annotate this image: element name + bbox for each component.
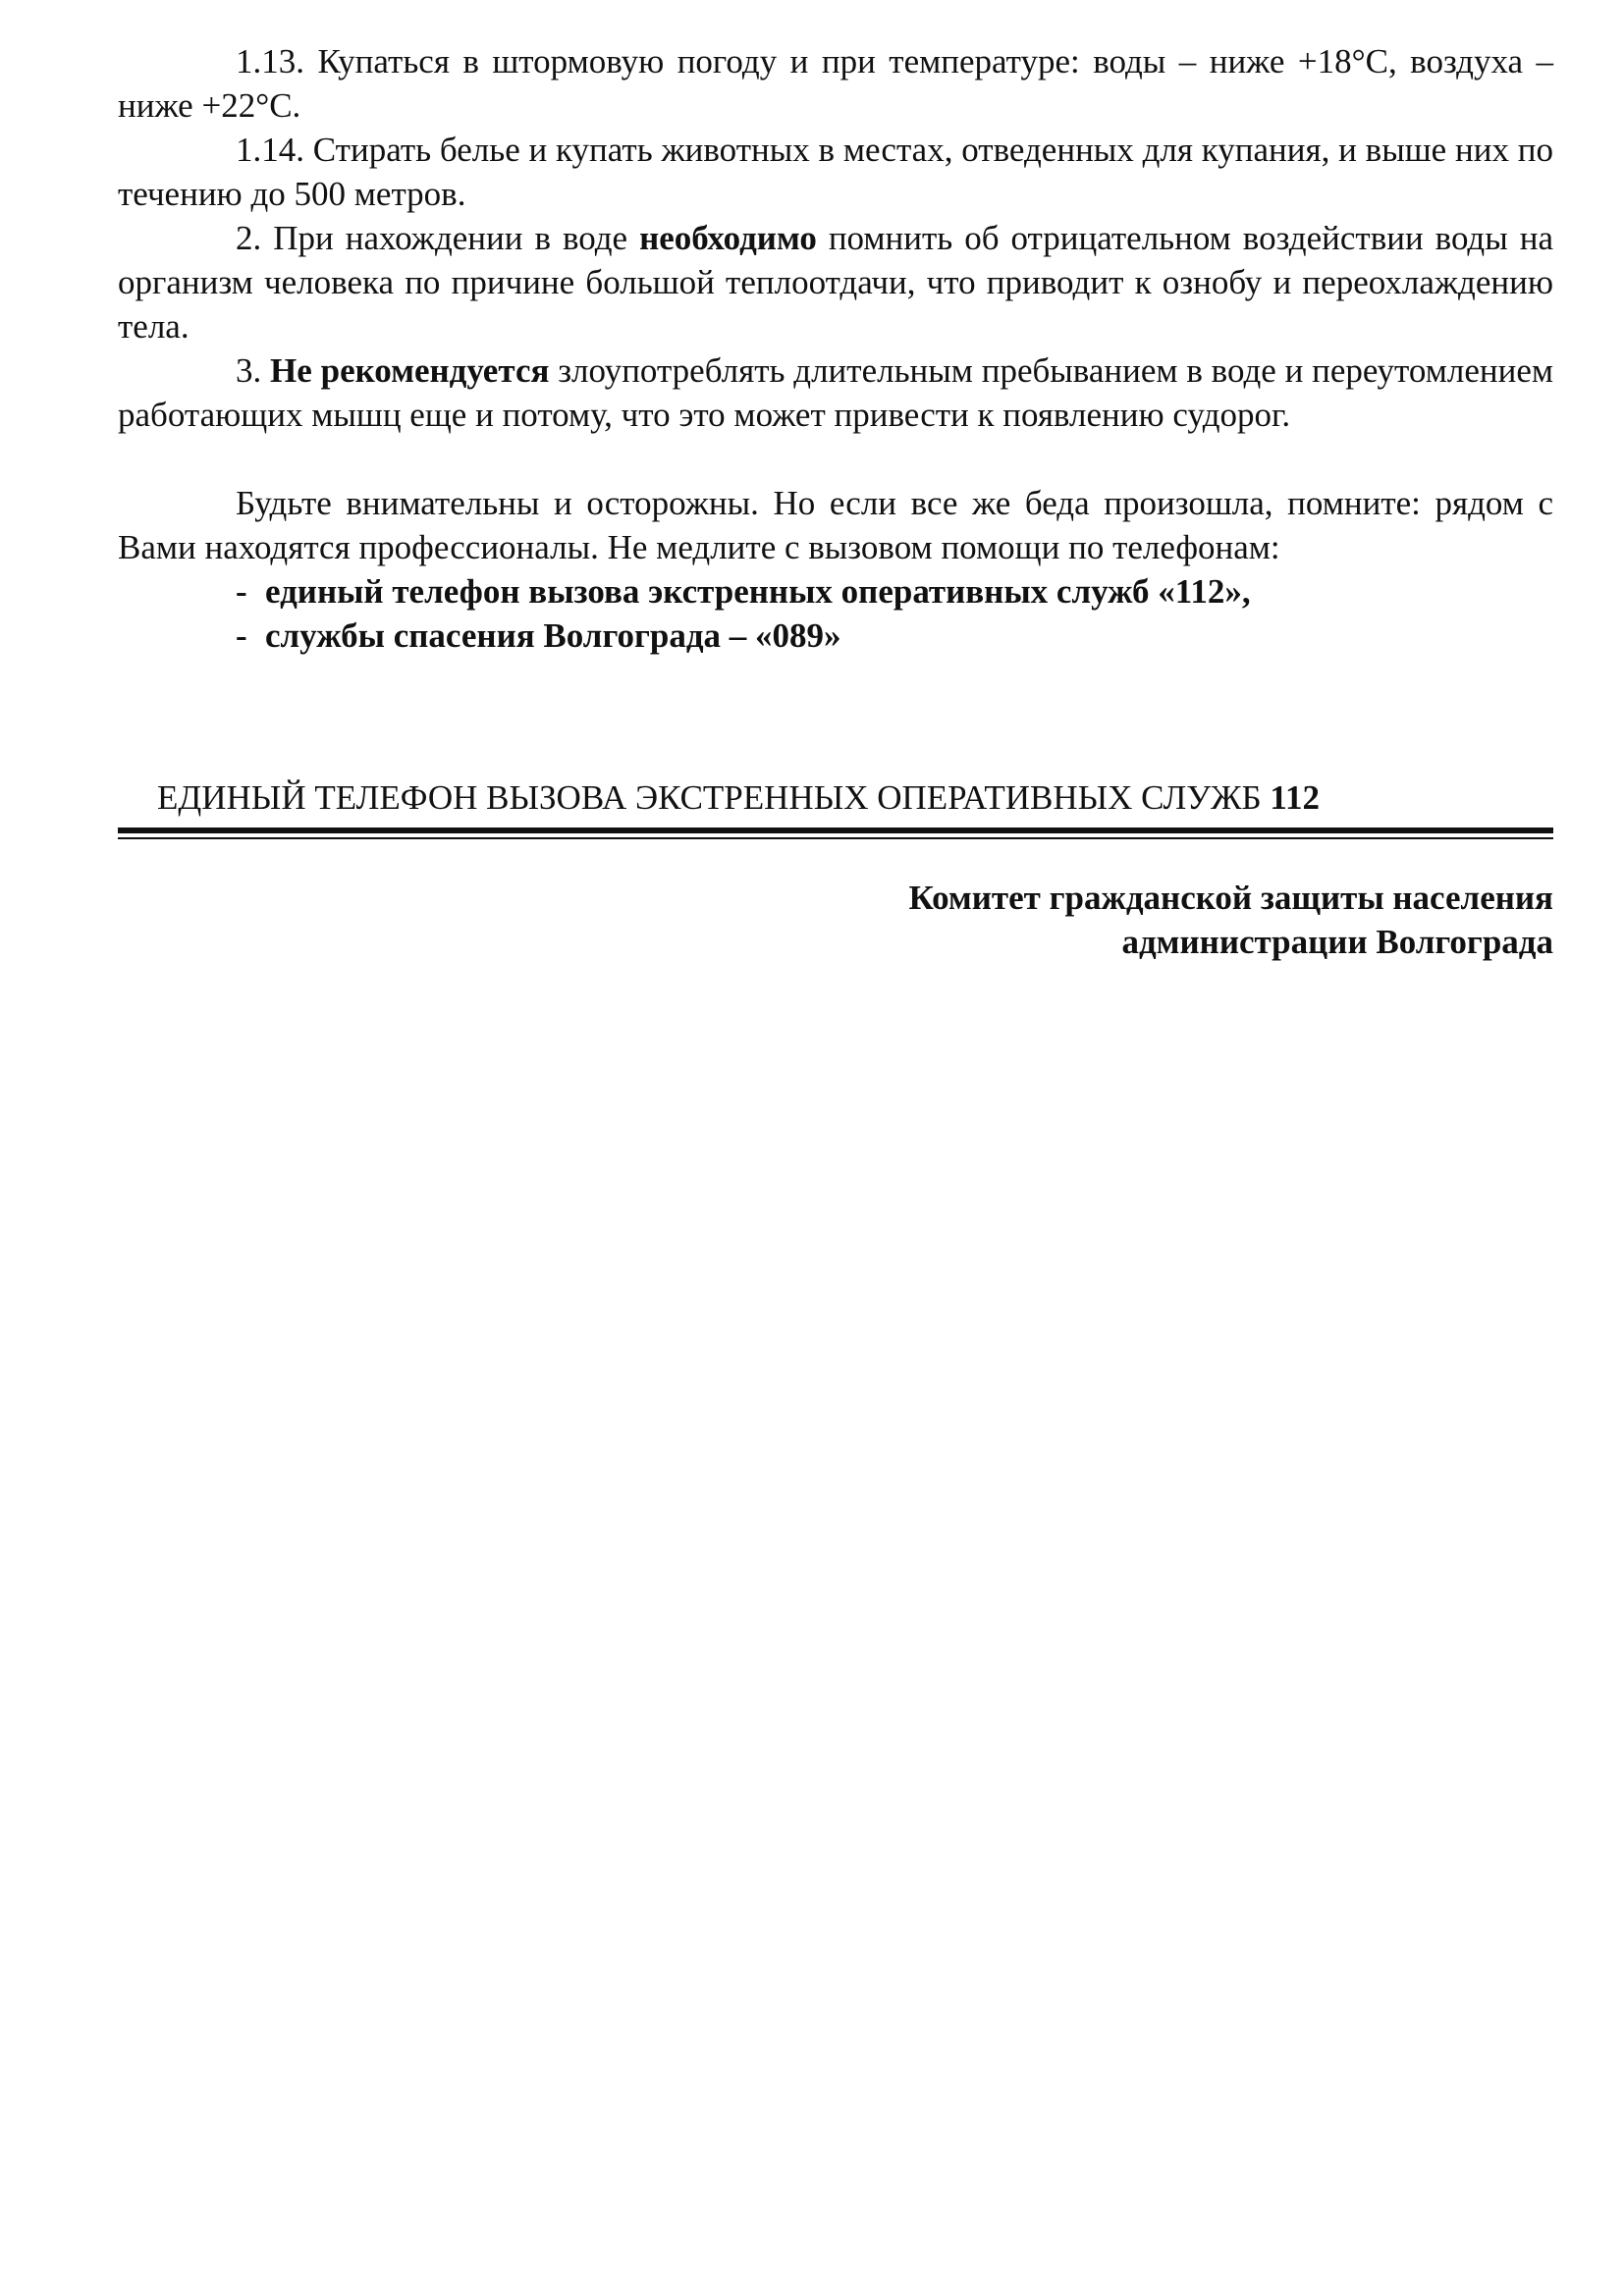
paragraph-3-emphasis: Не рекомендуется	[270, 351, 550, 390]
footer-heading-text: ЕДИНЫЙ ТЕЛЕФОН ВЫЗОВА ЭКСТРЕННЫХ ОПЕРАТИВНЫХ СЛУЖБ	[157, 778, 1271, 817]
paragraph-2-body: помнить об отрицательном воздействии воды на организм человека по причине большой теплоотдачи, что приводит к ознобу и переохлаждению тела.	[118, 219, 1553, 346]
footer-number: 112	[1270, 778, 1320, 817]
signature-line-2: администрации Волгограда	[1121, 923, 1553, 961]
phone-item-text: службы спасения Волгограда – «089»	[265, 616, 841, 655]
paragraph-3-lead: 3.	[236, 351, 271, 390]
paragraph-2	[118, 216, 1553, 348]
phone-list	[118, 569, 1553, 658]
phone-item-text: единый телефон вызова экстренных оперативных служб «112»,	[265, 572, 1251, 611]
paragraph-1-14: 1.14. Стирать белье и купать животных в местах, отведенных для купания, и выше них по течению до 500 метров.	[118, 131, 1553, 213]
paragraph-spacer	[118, 437, 1553, 481]
paragraph-2-emphasis: необходимо	[639, 219, 817, 257]
emergency-footer	[118, 775, 1553, 839]
footer-rule-thick	[118, 828, 1553, 833]
list-dash: -	[236, 616, 247, 655]
paragraph-3-body: злоупотреблять длительным пребыванием в воде и переутомлением работающих мышц еще и потому, что это может привести к появлению судорог.	[118, 351, 1553, 434]
signature-line-1: Комитет гражданской защиты населения	[908, 879, 1553, 917]
footer-rule-thin	[118, 837, 1553, 839]
paragraph-1-13: 1.13. Купаться в штормовую погоду и при температуре: воды – ниже +18°С, воздуха – ниже +22°С.	[118, 42, 1553, 125]
warning-paragraph: Будьте внимательны и осторожны. Но если все же беда произошла, помните: рядом с Вами находятся профессионалы. Не медлите с вызовом помощи по телефонам:	[118, 484, 1553, 566]
footer-heading	[118, 775, 1553, 820]
signature-block	[908, 876, 1553, 964]
list-dash: -	[236, 572, 247, 611]
paragraph-3	[118, 348, 1553, 437]
phone-item-112	[118, 569, 1553, 614]
phone-item-089	[118, 614, 1553, 658]
paragraph-2-lead: 2. При нахождении в воде	[236, 219, 640, 257]
document-body	[118, 39, 1553, 658]
